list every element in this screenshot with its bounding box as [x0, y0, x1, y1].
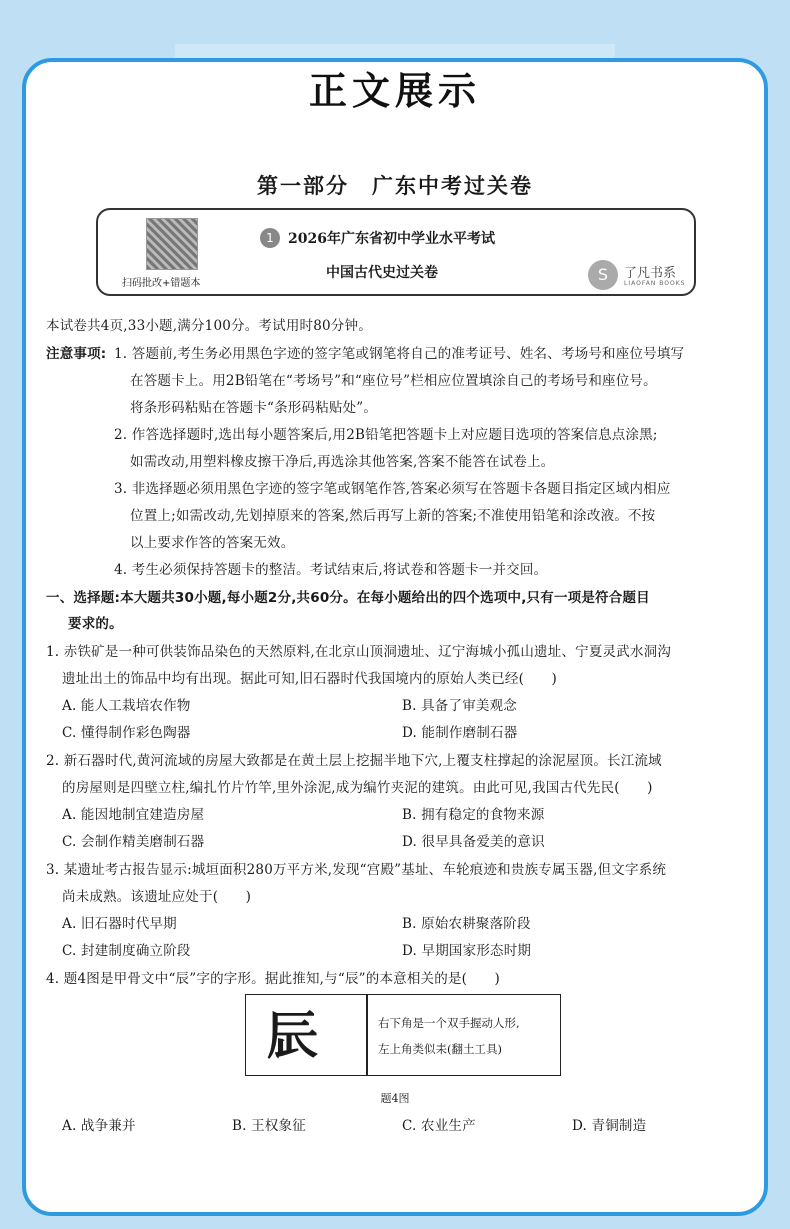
question-stem: 3. 某遗址考古报告显示:城垣面积280万平方米,发现“宫殿”基址、车轮痕迹和贵族专属玉器,但文字系统 — [46, 862, 667, 878]
option-d[interactable]: D. 能制作磨制石器 — [402, 725, 518, 741]
question-stem: 2. 新石器时代,黄河流域的房屋大致都是在黄土层上挖掘半地下穴,上覆支柱撑起的涂泥屋顶。长江流域 — [46, 753, 662, 769]
question-stem: 1. 赤铁矿是一种可供装饰品染色的天然原料,在北京山顶洞遗址、辽宁海城小孤山遗址、宁夏灵武水洞沟 — [46, 644, 672, 660]
option-a[interactable]: A. 旧石器时代早期 — [62, 916, 177, 932]
note-line: 如需改动,用塑料橡皮擦干净后,再选涂其他答案,答案不能答在试卷上。 — [130, 454, 555, 470]
option-d[interactable]: D. 早期国家形态时期 — [402, 943, 532, 959]
notes-label: 注意事项: — [46, 346, 107, 362]
publisher-name-en: LIAOFAN BOOKS — [624, 280, 686, 287]
option-a[interactable]: A. 战争兼并 — [62, 1118, 136, 1134]
question-figure — [245, 994, 561, 1076]
note-line: 将条形码粘贴在答题卡“条形码粘贴处”。 — [130, 400, 378, 416]
question-stem: 的房屋则是四壁立柱,编扎竹片竹竿,里外涂泥,成为编竹夹泥的建筑。由此可见,我国古代先民( ) — [62, 780, 653, 796]
part-title: 第一部分 广东中考过关卷 — [257, 173, 533, 198]
figure-caption: 右下角是一个双手握动人形, — [378, 1016, 520, 1030]
figure-divider — [366, 995, 368, 1075]
option-d[interactable]: D. 青铜制造 — [572, 1118, 647, 1134]
option-d[interactable]: D. 很早具备爱美的意识 — [402, 834, 545, 850]
exam-title: 2026年广东省初中学业水平考试 — [288, 231, 495, 247]
note-line: 4. 考生必须保持答题卡的整洁。考试结束后,将试卷和答题卡一并交回。 — [114, 562, 548, 578]
option-b[interactable]: B. 拥有稳定的食物来源 — [402, 807, 545, 823]
section-heading: 一、选择题:本大题共30小题,每小题2分,共60分。在每小题给出的四个选项中,只有一项是符合题目 — [46, 590, 650, 606]
option-b[interactable]: B. 王权象征 — [232, 1118, 306, 1134]
option-a[interactable]: A. 能人工栽培农作物 — [62, 698, 191, 714]
figure-caption: 左上角类似耒(翻土工具) — [378, 1042, 502, 1056]
banner-title: 正文展示 — [308, 69, 481, 113]
oracle-glyph: 𨑃 — [266, 1003, 320, 1067]
option-c[interactable]: C. 农业生产 — [402, 1118, 476, 1134]
option-c[interactable]: C. 懂得制作彩色陶器 — [62, 725, 191, 741]
option-c[interactable]: C. 封建制度确立阶段 — [62, 943, 191, 959]
note-line: 2. 作答选择题时,选出每小题答案后,用2B铅笔把答题卡上对应题目选项的答案信息点涂黑; — [114, 427, 658, 443]
exam-number-badge: 1 — [260, 228, 280, 248]
note-line: 3. 非选择题必须用黑色字迹的签字笔或钢笔作答,答案必须写在答题卡各题目指定区域内相应 — [114, 481, 671, 497]
option-b[interactable]: B. 原始农耕聚落阶段 — [402, 916, 531, 932]
qr-code-icon[interactable] — [146, 218, 198, 270]
option-b[interactable]: B. 具备了审美观念 — [402, 698, 518, 714]
note-line: 1. 答题前,考生务必用黑色字迹的签字笔或钢笔将自己的准考证号、姓名、考场号和座位号填写 — [114, 346, 685, 362]
exam-header — [96, 208, 696, 296]
qr-label: 扫码批改+错题本 — [122, 278, 201, 289]
figure-label: 题4图 — [380, 1092, 410, 1105]
question-stem: 4. 题4图是甲骨文中“辰”字的字形。据此推知,与“辰”的本意相关的是( ) — [46, 971, 500, 987]
option-c[interactable]: C. 会制作精美磨制石器 — [62, 834, 205, 850]
publisher-name: 了凡书系 — [624, 266, 677, 281]
option-a[interactable]: A. 能因地制宜建造房屋 — [62, 807, 205, 823]
note-line: 在答题卡上。用2B铅笔在“考场号”和“座位号”栏相应位置填涂自己的考场号和座位号。 — [130, 373, 657, 389]
exam-intro: 本试卷共4页,33小题,满分100分。考试用时80分钟。 — [46, 318, 372, 334]
publisher-logo-icon: S — [588, 260, 618, 290]
note-line: 以上要求作答的答案无效。 — [130, 535, 295, 551]
question-stem: 遗址出土的饰品中均有出现。据此可知,旧石器时代我国境内的原始人类已经( ) — [62, 671, 557, 687]
exam-subtitle: 中国古代史过关卷 — [326, 265, 438, 281]
section-heading-cont: 要求的。 — [68, 616, 123, 632]
question-stem: 尚未成熟。该遗址应处于( ) — [62, 889, 252, 905]
note-line: 位置上;如需改动,先划掉原来的答案,然后再写上新的答案;不准使用铅笔和涂改液。不按 — [130, 508, 656, 524]
